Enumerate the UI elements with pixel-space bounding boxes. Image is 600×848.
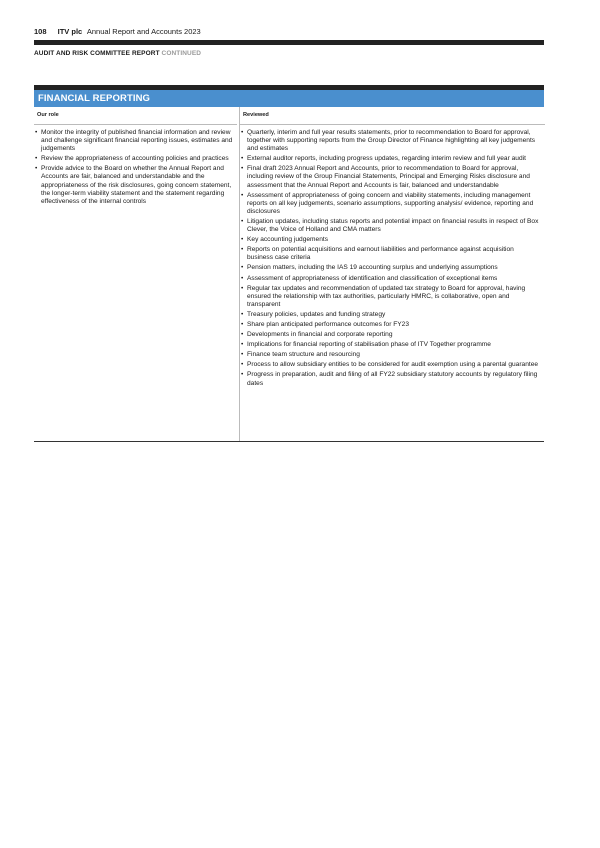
- list-item: • Regular tax updates and recommendation of updated tax strategy to Board for approval, having ensured the relationship with tax authorities, particularly HMRC, is collaborative, open and transparent: [240, 285, 545, 309]
- document-title: Annual Report and Accounts 2023: [86, 27, 201, 36]
- our-role-header: Our role: [34, 107, 237, 125]
- financial-reporting-banner: [34, 90, 544, 107]
- list-item: • Share plan anticipated performance outcomes for FY23: [240, 321, 545, 329]
- page-header: [34, 27, 201, 36]
- header-rule: [34, 40, 544, 45]
- list-item: • Final draft 2023 Annual Report and Accounts, prior to recommendation to Board for approval, including review of the Group Financial Statements, Principal and Emerging Risks disclosure and assessment that the Annual Report and Accounts is fair, balanced and understandable: [240, 165, 545, 189]
- list-item: • Treasury policies, updates and funding strategy: [240, 311, 545, 319]
- list-item: • Provide advice to the Board on whether the Annual Report and Accounts are fair, balanced and understandable and the appropriateness of the risk disclosures, going concern statement, the longer-term viability statement and the statement regarding effectiveness of the internal controls: [34, 165, 237, 205]
- reviewed-header: Reviewed: [240, 107, 545, 125]
- banner-title: FINANCIAL REPORTING: [38, 93, 151, 104]
- list-item: • Progress in preparation, audit and filing of all FY22 subsidiary statutory accounts by regulatory filing dates: [240, 371, 545, 387]
- page-number: 108: [34, 27, 47, 36]
- list-item: • Assessment of appropriateness of going concern and viability statements, including management reports on all key judgements, scenario assumptions, supporting analysis/ evidence, reporting and disclosures: [240, 192, 545, 216]
- list-item: • Pension matters, including the IAS 19 accounting surplus and underlying assumptions: [240, 264, 545, 272]
- financial-reporting-table: [34, 107, 544, 442]
- list-item: • Key accounting judgements: [240, 236, 545, 244]
- reviewed-column: [239, 107, 545, 441]
- list-item: • Implications for financial reporting of stabilisation phase of ITV Together programme: [240, 341, 545, 349]
- reviewed-list: [240, 125, 545, 388]
- list-item: • External auditor reports, including progress updates, regarding interim review and full year audit: [240, 155, 545, 163]
- list-item: • Quarterly, interim and full year results statements, prior to recommendation to Board for approval, together with supporting reports from the Group Director of Finance highlighting all key judgements and estimates: [240, 129, 545, 153]
- our-role-column: [34, 107, 237, 441]
- list-item: • Process to allow subsidiary entities to be considered for audit exemption using a parental guarantee: [240, 361, 545, 369]
- list-item: • Litigation updates, including status reports and potential impact on financial results in respect of Box Clever, the Voice of Holland and CMA matters: [240, 218, 545, 234]
- section-title-continued: CONTINUED: [161, 50, 202, 57]
- list-item: • Finance team structure and resourcing: [240, 351, 545, 359]
- list-item: • Reports on potential acquisitions and earnout liabilities and performance against acquisition business case criteria: [240, 246, 545, 262]
- section-title-main: AUDIT AND RISK COMMITTEE REPORT: [34, 50, 160, 57]
- list-item: • Review the appropriateness of accounting policies and practices: [34, 155, 237, 163]
- list-item: • Assessment of appropriateness of identification and classification of exceptional items: [240, 275, 545, 283]
- company-name: ITV plc: [57, 27, 83, 36]
- list-item: • Monitor the integrity of published financial information and review and challenge significant financial reporting issues, estimates and judgements: [34, 129, 237, 153]
- list-item: • Developments in financial and corporate reporting: [240, 331, 545, 339]
- our-role-list: [34, 125, 237, 206]
- section-title: [34, 50, 201, 57]
